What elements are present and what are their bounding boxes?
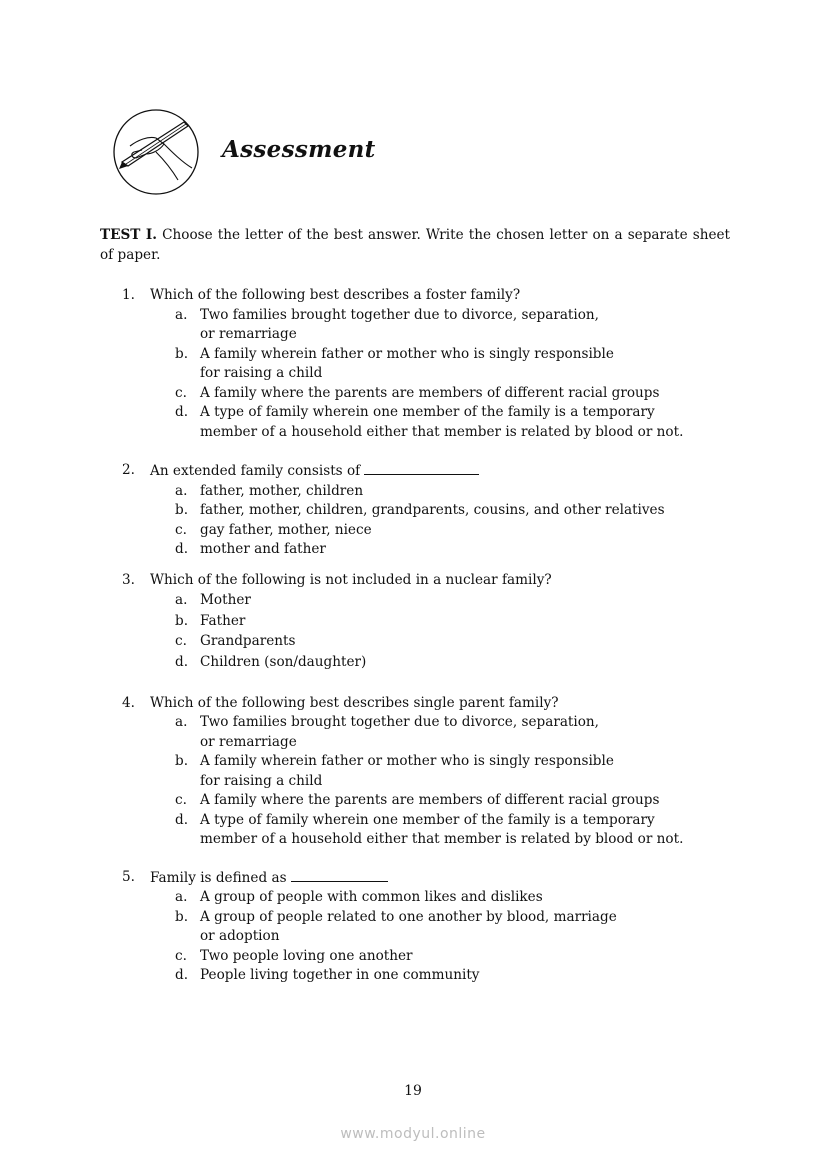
option-line: or remarriage	[200, 733, 297, 750]
option-letter: b.	[175, 502, 189, 518]
option-text	[200, 966, 479, 986]
question-number: 3.	[122, 571, 135, 588]
option-letter: a.	[175, 889, 188, 906]
question-stem	[122, 286, 742, 306]
option-line: Father	[200, 612, 246, 629]
question-number: 1.	[122, 287, 135, 303]
question-text-content: Family is defined as	[150, 869, 287, 886]
option-text	[200, 501, 665, 521]
option-text	[200, 482, 363, 502]
question-text	[150, 286, 520, 306]
hand-writing-pencil-icon	[112, 108, 200, 196]
option-text	[200, 631, 295, 652]
option-text	[200, 590, 251, 611]
option-letter: c.	[175, 792, 187, 809]
option-letter: c.	[175, 947, 187, 964]
option-letter: b.	[175, 753, 189, 770]
test-label: TEST I.	[100, 227, 158, 243]
question-number: 5.	[122, 868, 135, 885]
option-text	[200, 345, 614, 384]
option-letter: d.	[175, 967, 189, 984]
question-text	[150, 461, 479, 482]
answer-option	[122, 501, 742, 521]
option-line: Mother	[200, 592, 251, 608]
answer-blank	[364, 461, 479, 475]
option-line: Two people loving one another	[200, 947, 413, 964]
answer-option	[122, 908, 742, 947]
question-number: 2.	[122, 462, 135, 478]
option-letter: a.	[175, 714, 188, 731]
option-letter: a.	[175, 482, 188, 499]
answer-option	[122, 811, 742, 850]
question-item	[122, 461, 742, 560]
answer-option	[122, 966, 742, 986]
option-text	[200, 713, 599, 752]
option-letter: c.	[175, 384, 187, 401]
question-text	[150, 571, 552, 591]
option-letter: b.	[175, 908, 189, 925]
answer-option	[122, 652, 742, 673]
option-text	[200, 811, 683, 850]
option-line: for raising a child	[200, 365, 323, 381]
answer-option	[122, 540, 742, 560]
answer-option	[122, 403, 742, 442]
option-text	[200, 403, 683, 442]
option-letter: b.	[175, 612, 189, 629]
question-list	[122, 286, 742, 986]
question-stem	[122, 571, 742, 591]
page-number: 19	[404, 1083, 422, 1099]
option-letter: a.	[175, 592, 188, 608]
question-stem	[122, 868, 742, 889]
option-line: mother and father	[200, 541, 326, 557]
answer-option	[122, 384, 742, 404]
option-letter: c.	[175, 521, 187, 538]
option-line: A group of people with common likes and dislikes	[200, 889, 543, 906]
question-stem	[122, 694, 742, 714]
option-line: A family where the parents are members of different racial groups	[200, 792, 660, 809]
option-line: Two families brought together due to divorce, separation,	[200, 306, 599, 323]
watermark: www.modyul.online	[340, 1126, 486, 1142]
answer-option	[122, 947, 742, 967]
option-line: gay father, mother, niece	[200, 521, 372, 538]
option-text	[200, 947, 413, 967]
option-letter: d.	[175, 541, 189, 557]
option-text	[200, 908, 617, 947]
question-text-content: An extended family consists of	[150, 463, 361, 479]
answer-option	[122, 482, 742, 502]
option-line: A family wherein father or mother who is singly responsible	[200, 753, 614, 770]
question-item	[122, 571, 742, 673]
option-letter: a.	[175, 306, 188, 323]
answer-option	[122, 713, 742, 752]
option-text	[200, 791, 659, 811]
answer-option	[122, 888, 742, 908]
option-line: A group of people related to one another by blood, marriage	[200, 908, 617, 925]
answer-option	[122, 611, 742, 632]
question-text-content: Which of the following is not included in a nuclear family?	[150, 571, 552, 588]
instruction-text: Choose the letter of the best answer. Write the chosen letter on a separate sheet of paper.	[100, 227, 731, 263]
answer-option	[122, 590, 742, 611]
question-text-content: Which of the following best describes single parent family?	[150, 694, 559, 711]
option-text	[200, 652, 366, 673]
question-text	[150, 694, 559, 714]
option-text	[200, 752, 614, 791]
option-text	[200, 521, 372, 541]
option-text	[200, 888, 543, 908]
question-text-content: Which of the following best describes a foster family?	[150, 287, 521, 303]
option-letter: d.	[175, 404, 189, 420]
option-text	[200, 611, 245, 632]
option-line: member of a household either that member is related by blood or not.	[200, 423, 684, 440]
option-letter: d.	[175, 654, 189, 671]
option-line: Grandparents	[200, 633, 296, 650]
option-line: member of a household either that member is related by blood or not.	[200, 831, 684, 848]
option-letter: d.	[175, 811, 189, 828]
question-text	[150, 868, 388, 889]
option-line: People living together in one community	[200, 967, 480, 984]
test-instructions	[100, 225, 730, 265]
option-text	[200, 540, 326, 560]
option-line: or adoption	[200, 928, 280, 945]
question-item	[122, 868, 742, 986]
answer-option	[122, 791, 742, 811]
page-title: Assessment	[222, 136, 376, 163]
answer-option	[122, 752, 742, 791]
option-line: father, mother, children, grandparents, cousins, and other relatives	[200, 502, 665, 518]
option-line: A family wherein father or mother who is singly responsible	[200, 345, 614, 362]
option-letter: c.	[175, 633, 187, 650]
answer-option	[122, 306, 742, 345]
question-item	[122, 694, 742, 850]
question-number: 4.	[122, 694, 135, 711]
question-item	[122, 286, 742, 442]
option-line: father, mother, children	[200, 482, 364, 499]
option-line: or remarriage	[200, 326, 297, 342]
option-line: A type of family wherein one member of the family is a temporary	[200, 811, 655, 828]
option-line: Two families brought together due to divorce, separation,	[200, 714, 599, 731]
answer-blank	[291, 868, 388, 882]
option-letter: b.	[175, 345, 189, 362]
option-line: A family where the parents are members of different racial groups	[200, 384, 660, 401]
answer-option	[122, 521, 742, 541]
option-line: A type of family wherein one member of the family is a temporary	[200, 404, 655, 420]
option-line: Children (son/daughter)	[200, 654, 367, 671]
option-text	[200, 306, 599, 345]
question-stem	[122, 461, 742, 482]
option-text	[200, 384, 659, 404]
answer-option	[122, 345, 742, 384]
option-line: for raising a child	[200, 772, 323, 789]
answer-option	[122, 631, 742, 652]
